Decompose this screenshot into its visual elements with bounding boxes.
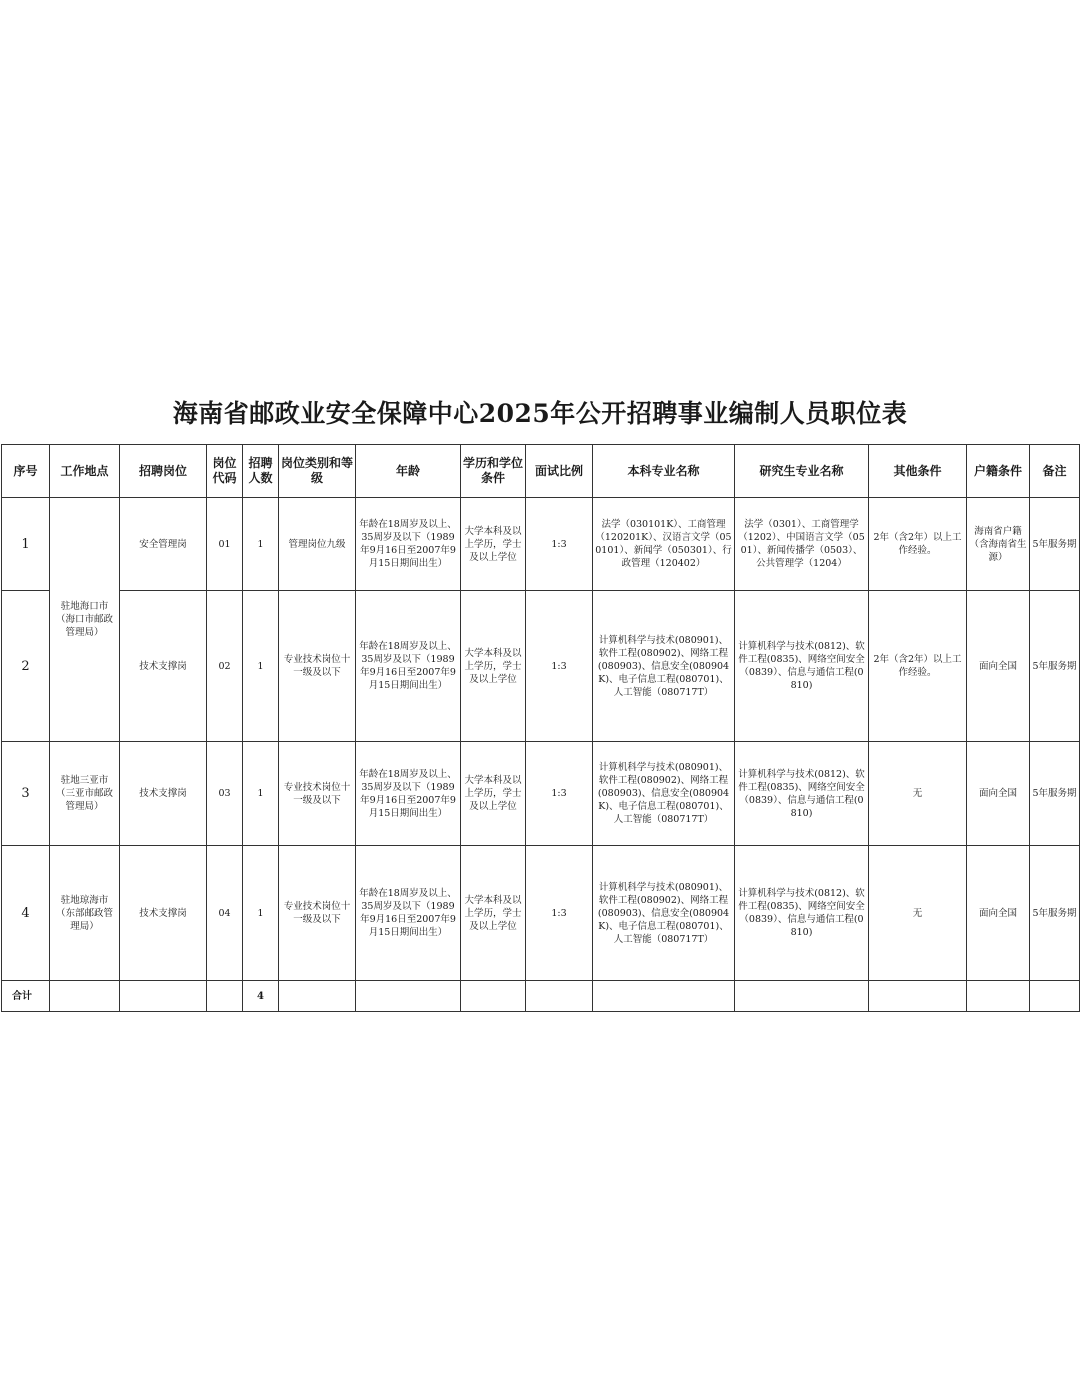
header-count: 招聘人数 (243, 445, 279, 498)
table-row (2, 591, 1080, 742)
cell-undergrad: 计算机科学与技术(080901)、软件工程(080902)、网络工程(080903)、信息安全(080904K)、电子信息工程(080701)、人工智能（080717T） (593, 742, 735, 846)
positions-table (1, 444, 1080, 1012)
cell-remark: 5年服务期 (1030, 846, 1080, 981)
cell-seq: 3 (2, 742, 50, 846)
cell-other: 无 (869, 846, 967, 981)
cell-count: 1 (243, 591, 279, 742)
header-remark: 备注 (1030, 445, 1080, 498)
header-other: 其他条件 (869, 445, 967, 498)
cell-hukou: 面向全国 (967, 846, 1030, 981)
cell-education: 大学本科及以上学历，学士及以上学位 (461, 846, 526, 981)
header-undergrad: 本科专业名称 (593, 445, 735, 498)
cell-post: 技术支撑岗 (120, 846, 207, 981)
cell-count: 1 (243, 498, 279, 591)
total-row (2, 981, 1080, 1012)
empty-cell (120, 981, 207, 1012)
cell-undergrad: 计算机科学与技术(080901)、软件工程(080902)、网络工程(080903)、信息安全(080904K)、电子信息工程(080701)、人工智能（080717T） (593, 591, 735, 742)
empty-cell (279, 981, 356, 1012)
empty-cell (526, 981, 593, 1012)
cell-other: 无 (869, 742, 967, 846)
table-row (2, 846, 1080, 981)
cell-post: 技术支撑岗 (120, 591, 207, 742)
cell-code: 03 (207, 742, 243, 846)
cell-undergrad: 法学（030101K）、工商管理（120201K）、汉语言文学（050101）、新闻学（050301）、行政管理（120402） (593, 498, 735, 591)
cell-code: 02 (207, 591, 243, 742)
cell-remark: 5年服务期 (1030, 742, 1080, 846)
cell-education: 大学本科及以上学历，学士及以上学位 (461, 591, 526, 742)
empty-cell (461, 981, 526, 1012)
cell-location: 驻地三亚市（三亚市邮政管理局） (50, 742, 120, 846)
empty-cell (869, 981, 967, 1012)
cell-education: 大学本科及以上学历，学士及以上学位 (461, 498, 526, 591)
cell-ratio: 1:3 (526, 846, 593, 981)
cell-location: 驻地海口市（海口市邮政管理局） (50, 498, 120, 742)
cell-count: 1 (243, 846, 279, 981)
header-code: 岗位代码 (207, 445, 243, 498)
header-age: 年龄 (356, 445, 461, 498)
cell-location: 驻地琼海市（东部邮政管理局） (50, 846, 120, 981)
header-ratio: 面试比例 (526, 445, 593, 498)
cell-ratio: 1:3 (526, 591, 593, 742)
cell-remark: 5年服务期 (1030, 591, 1080, 742)
cell-seq: 4 (2, 846, 50, 981)
cell-post: 技术支撑岗 (120, 742, 207, 846)
header-hukou: 户籍条件 (967, 445, 1030, 498)
cell-seq: 2 (2, 591, 50, 742)
cell-other: 2年（含2年）以上工作经验。 (869, 498, 967, 591)
header-category: 岗位类别和等级 (279, 445, 356, 498)
cell-age: 年龄在18周岁及以上、35周岁及以下（1989年9月16日至2007年9月15日期间出生） (356, 846, 461, 981)
header-education: 学历和学位条件 (461, 445, 526, 498)
empty-cell (593, 981, 735, 1012)
cell-category: 专业技术岗位十一级及以下 (279, 591, 356, 742)
cell-seq: 1 (2, 498, 50, 591)
cell-post: 安全管理岗 (120, 498, 207, 591)
table-row (2, 742, 1080, 846)
cell-category: 管理岗位九级 (279, 498, 356, 591)
cell-ratio: 1:3 (526, 498, 593, 591)
cell-ratio: 1:3 (526, 742, 593, 846)
cell-graduate: 计算机科学与技术(0812)、软件工程(0835)、网络空间安全（0839）、信息与通信工程(0810) (735, 591, 869, 742)
empty-cell (735, 981, 869, 1012)
header-location: 工作地点 (50, 445, 120, 498)
header-row (2, 445, 1080, 498)
table-row (2, 498, 1080, 591)
cell-code: 01 (207, 498, 243, 591)
cell-age: 年龄在18周岁及以上、35周岁及以下（1989年9月16日至2007年9月15日期间出生） (356, 591, 461, 742)
cell-age: 年龄在18周岁及以上、35周岁及以下（1989年9月16日至2007年9月15日期间出生） (356, 498, 461, 591)
header-graduate: 研究生专业名称 (735, 445, 869, 498)
cell-hukou: 面向全国 (967, 591, 1030, 742)
total-count: 4 (243, 981, 279, 1012)
cell-graduate: 计算机科学与技术(0812)、软件工程(0835)、网络空间安全（0839）、信息与通信工程(0810) (735, 846, 869, 981)
total-label: 合计 (2, 981, 50, 1012)
cell-other: 2年（含2年）以上工作经验。 (869, 591, 967, 742)
page-title: 海南省邮政业安全保障中心2025年公开招聘事业编制人员职位表 (172, 399, 908, 428)
cell-undergrad: 计算机科学与技术(080901)、软件工程(080902)、网络工程(080903)、信息安全(080904K)、电子信息工程(080701)、人工智能（080717T） (593, 846, 735, 981)
empty-cell (207, 981, 243, 1012)
cell-category: 专业技术岗位十一级及以下 (279, 742, 356, 846)
empty-cell (967, 981, 1030, 1012)
header-post: 招聘岗位 (120, 445, 207, 498)
cell-age: 年龄在18周岁及以上、35周岁及以下（1989年9月16日至2007年9月15日期间出生） (356, 742, 461, 846)
cell-hukou: 面向全国 (967, 742, 1030, 846)
cell-graduate: 法学（0301）、工商管理学（1202）、中国语言文学（0501）、新闻传播学（0503）、公共管理学（1204） (735, 498, 869, 591)
empty-cell (356, 981, 461, 1012)
empty-cell (1030, 981, 1080, 1012)
cell-hukou: 海南省户籍（含海南省生源） (967, 498, 1030, 591)
cell-code: 04 (207, 846, 243, 981)
header-seq: 序号 (2, 445, 50, 498)
cell-graduate: 计算机科学与技术(0812)、软件工程(0835)、网络空间安全（0839）、信息与通信工程(0810) (735, 742, 869, 846)
cell-count: 1 (243, 742, 279, 846)
empty-cell (50, 981, 120, 1012)
cell-category: 专业技术岗位十一级及以下 (279, 846, 356, 981)
cell-remark: 5年服务期 (1030, 498, 1080, 591)
cell-education: 大学本科及以上学历，学士及以上学位 (461, 742, 526, 846)
